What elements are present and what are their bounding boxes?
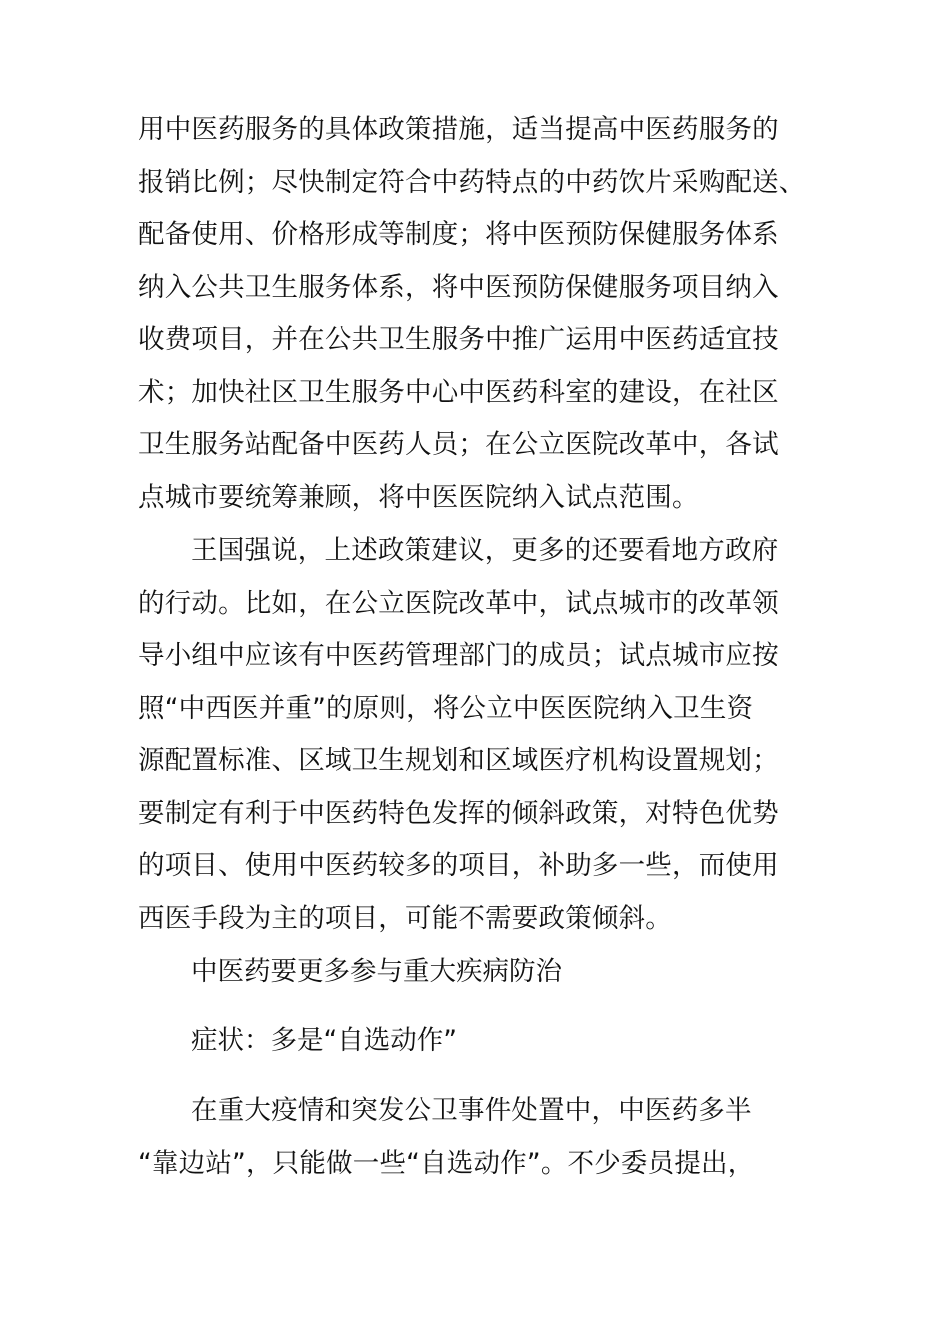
text-line: 术；加快社区卫生服务中心中医药科室的建设，在社区 [138, 376, 779, 408]
text-line: 照“中西医并重”的原则，将公立中医医院纳入卫生资 [138, 692, 754, 724]
paragraph-policy-measures [138, 104, 828, 524]
text-line: 的行动。比如，在公立医院改革中，试点城市的改革领 [138, 587, 779, 619]
symptom-heading: 症状：多是“自选动作” [191, 1025, 457, 1056]
text-line: 在重大疫情和突发公卫事件处置中，中医药多半 [191, 1095, 752, 1126]
text-line: 报销比例；尽快制定符合中药特点的中药饮片采购配送、 [138, 166, 806, 198]
text-line: 导小组中应该有中医药管理部门的成员；试点城市应按 [138, 640, 779, 671]
section-heading: 中医药要更多参与重大疾病防治 [191, 956, 562, 987]
paragraph-major-epidemics [138, 1085, 828, 1190]
text-line: 纳入公共卫生服务体系，将中医预防保健服务项目纳入 [138, 271, 779, 303]
text-line: 要制定有利于中医药特色发挥的倾斜政策，对特色优势 [138, 797, 779, 829]
text-line: 的项目、使用中医药较多的项目，补助多一些，而使用 [138, 850, 779, 881]
text-line: 收费项目，并在公共卫生服务中推广运用中医药适宜技 [138, 324, 779, 355]
text-line: 配备使用、价格形成等制度；将中医预防保健服务体系 [138, 219, 779, 250]
paragraph-wang-guoqiang [138, 525, 828, 945]
text-line: “靠边站”，只能做一些“自选动作”。不少委员提出， [138, 1147, 755, 1179]
text-line: 源配置标准、区域卫生规划和区域医疗机构设置规划； [138, 745, 779, 776]
text-line: 点城市要统筹兼顾，将中医医院纳入试点范围。 [138, 481, 699, 513]
text-line: 西医手段为主的项目，可能不需要政策倾斜。 [138, 902, 672, 934]
text-line: 卫生服务站配备中医药人员；在公立医院改革中，各试 [138, 429, 779, 460]
text-line: 王国强说，上述政策建议，更多的还要看地方政府 [191, 535, 779, 566]
text-line: 用中医药服务的具体政策措施，适当提高中医药服务的 [138, 114, 779, 145]
